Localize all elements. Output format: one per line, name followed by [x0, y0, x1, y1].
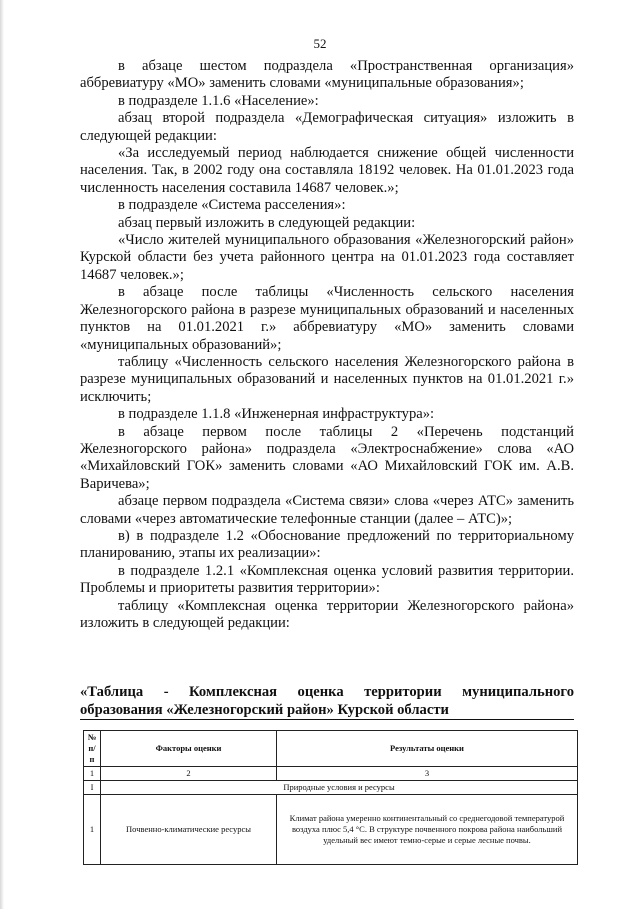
table-header-row	[84, 731, 578, 767]
table-cell: 1	[84, 767, 101, 781]
paragraph: в абзаце шестом подраздела «Пространственная организация» аббревиатуру «МО» заменить словами «муниципальные образования»;	[80, 58, 574, 92]
paragraph: таблицу «Комплексная оценка территории Железногорского района» изложить в следующей редакции:	[80, 597, 574, 631]
row-number: 1	[84, 795, 101, 865]
table-cell: 2	[101, 767, 277, 781]
paragraph: в подразделе 1.1.6 «Население»:	[118, 92, 319, 109]
paragraph: абзаце первом подраздела «Система связи» слова «через АТС» заменить словами «через автоматические телефонные станции (далее – АТС)»;	[80, 493, 574, 527]
table-row	[84, 795, 578, 865]
table-section-row	[84, 781, 578, 795]
paragraph: в абзаце после таблицы «Численность сельского населения Железногорского района в разрезе муниципальных образований и населенных пунктов на 01.01.2021 г.» аббревиатуру «МО» заменить словами «муниципальных образований»;	[80, 284, 574, 353]
table-title-text: «Таблица - Комплексная оценка территории муниципального образования «Железногорский район» Курской области	[80, 684, 574, 718]
table-title	[80, 683, 574, 720]
paragraph: в) в подразделе 1.2 «Обоснование предложений по территориальному планированию, этапы их реализации»:	[80, 527, 574, 562]
paragraph: в подразделе «Система расселения»:	[118, 197, 346, 214]
header-number: № п/п	[84, 731, 101, 767]
paragraph: абзац второй подраздела «Демографическая ситуация» изложить в следующей редакции:	[80, 110, 574, 144]
section-number: I	[84, 781, 101, 795]
document-body	[80, 58, 574, 632]
header-factors: Факторы оценки	[101, 731, 277, 767]
table-cell: 3	[277, 767, 578, 781]
paragraph: в подразделе 1.1.8 «Инженерная инфраструктура»:	[118, 406, 435, 423]
page-number: 52	[313, 36, 327, 51]
scan-edge-shadow	[0, 0, 4, 909]
paragraph: «За исследуемый период наблюдается снижение общей численности населения. Так, в 2002 году она составляла 18192 человек. На 01.01.2023 года численность населения составила 14687 человек.»;	[80, 145, 574, 196]
row-factor: Почвенно-климатические ресурсы	[101, 795, 277, 865]
paragraph: таблицу «Численность сельского населения Железногорского района в разрезе муниципальных образований и населенных пунктов на 01.01.2021 г.» исключить;	[80, 353, 574, 405]
row-result: Климат района умеренно континентальный со среднегодовой температурой воздуха плюс 5,4 °С. В структуре почвенного покрова района наибольший удельный вес имеют темно-серые и серые лесные почвы.	[277, 795, 578, 865]
paragraph: «Число жителей муниципального образования «Железногорский район» Курской области без учета районного центра на 01.01.2023 года составляет 14687 человек.»;	[80, 232, 574, 283]
header-results: Результаты оценки	[277, 731, 578, 767]
table-index-row	[84, 767, 578, 781]
section-label: Природные условия и ресурсы	[101, 781, 578, 795]
paragraph: в подразделе 1.2.1 «Комплексная оценка условий развития территории. Проблемы и приоритеты развития территории»:	[80, 562, 574, 597]
paragraph: в абзаце первом после таблицы 2 «Перечень подстанций Железногорского района» подраздела «Электроснабжение» слова «АО «Михайловский ГОК» заменить словами «АО Михайловский ГОК им. А.В. Варичева»;	[80, 423, 574, 492]
assessment-table	[83, 730, 578, 865]
paragraph: абзац первый изложить в следующей редакции:	[118, 214, 416, 231]
